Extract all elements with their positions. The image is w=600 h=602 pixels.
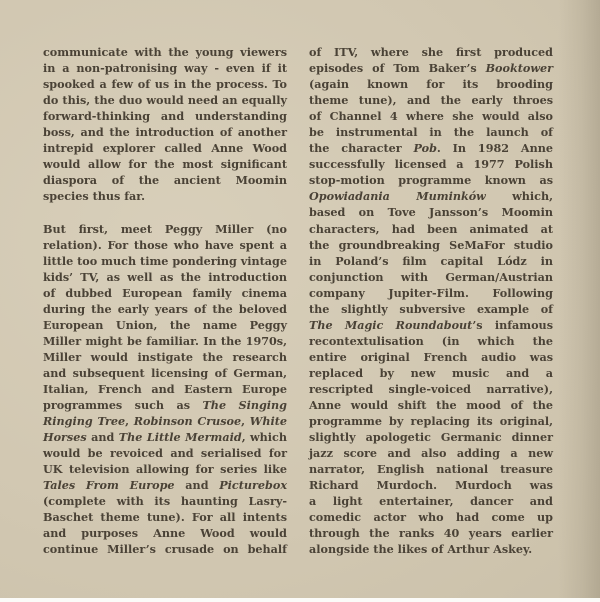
italic-title: The Little Mermaid bbox=[118, 430, 242, 445]
text-run: , bbox=[241, 414, 250, 429]
text-line bbox=[309, 253, 553, 269]
text-line bbox=[43, 156, 287, 172]
text-run: in a non-patronising way - even if it bbox=[43, 61, 287, 76]
text-line bbox=[309, 365, 553, 381]
text-run: the character bbox=[309, 141, 414, 156]
text-run: theme tune), and the early throes bbox=[309, 93, 553, 108]
text-run: alongside the likes of Arthur Askey. bbox=[309, 542, 533, 557]
text-run: would be revoiced and serialised for bbox=[43, 446, 287, 461]
text-run: relation). For those who have spent a bbox=[43, 237, 287, 252]
text-run: . In 1982 Anne bbox=[436, 141, 553, 156]
text-line bbox=[43, 108, 287, 124]
text-line bbox=[43, 429, 287, 445]
italic-title: Pob bbox=[413, 141, 437, 156]
text-run: Richard Murdoch. Murdoch was bbox=[309, 478, 553, 493]
italic-title: The Magic Roundabout bbox=[309, 317, 473, 332]
text-run: spooked a few of us in the process. To bbox=[43, 77, 287, 92]
text-run: jazz score and also adding a new bbox=[309, 446, 553, 461]
text-line bbox=[43, 509, 287, 525]
paragraph-gap bbox=[43, 204, 287, 220]
text-run: based on Tove Jansson’s Moomin bbox=[309, 205, 553, 220]
text-line bbox=[309, 204, 553, 220]
text-run: comedic actor who had come up bbox=[309, 510, 553, 525]
text-line bbox=[43, 188, 287, 204]
italic-title: The Singing bbox=[202, 398, 287, 413]
text-line bbox=[43, 381, 287, 397]
text-line bbox=[43, 349, 287, 365]
text-run: through the ranks 40 years earlier bbox=[309, 526, 553, 541]
text-line bbox=[309, 76, 553, 92]
text-line bbox=[43, 493, 287, 509]
text-run: characters, had been animated at bbox=[309, 221, 553, 236]
text-run: kids’ TV, as well as the introduction bbox=[43, 269, 287, 284]
text-run: Anne would shift the mood of the bbox=[309, 398, 553, 413]
text-line bbox=[43, 269, 287, 285]
text-run: communicate with the young viewers bbox=[43, 45, 287, 59]
text-run: , which bbox=[241, 430, 288, 445]
text-line bbox=[309, 525, 553, 541]
text-line bbox=[309, 60, 553, 76]
italic-title: Picturebox bbox=[219, 478, 288, 493]
italic-title: Opowiadania Muminków bbox=[309, 189, 486, 204]
text-line bbox=[43, 44, 287, 60]
text-run: intrepid explorer called Anne Wood bbox=[43, 141, 287, 156]
text-run: during the early years of the beloved bbox=[43, 301, 287, 316]
text-run: UK television allowing for series like bbox=[43, 462, 287, 477]
text-line bbox=[309, 333, 553, 349]
text-line bbox=[309, 509, 553, 525]
text-line bbox=[309, 124, 553, 140]
text-run: successfully licensed a 1977 Polish bbox=[309, 157, 553, 172]
text-run: (again known for its brooding bbox=[309, 77, 553, 92]
text-line bbox=[309, 92, 553, 108]
text-run: conjunction with German/Austrian bbox=[309, 269, 553, 284]
text-run: boss, and the introduction of another bbox=[43, 125, 287, 140]
text-line bbox=[43, 525, 287, 541]
text-line bbox=[309, 397, 553, 413]
text-run: forward-thinking and understanding bbox=[43, 109, 287, 124]
text-line bbox=[309, 285, 553, 301]
text-run: Miller would instigate the research bbox=[43, 349, 287, 364]
text-run: do this, the duo would need an equally bbox=[43, 93, 287, 108]
text-line bbox=[43, 333, 287, 349]
right-column bbox=[309, 44, 553, 558]
text-line bbox=[43, 461, 287, 477]
text-line bbox=[43, 172, 287, 188]
text-run: slightly apologetic Germanic dinner bbox=[309, 430, 553, 445]
italic-title: Robinson Crusoe bbox=[133, 414, 242, 429]
text-line bbox=[43, 541, 287, 557]
text-run: species thus far. bbox=[43, 189, 146, 204]
paragraph bbox=[309, 44, 553, 558]
text-run: rescripted single-voiced narrative), bbox=[309, 381, 553, 396]
text-line bbox=[43, 76, 287, 92]
text-run: would allow for the most significant bbox=[43, 157, 287, 172]
text-line bbox=[43, 253, 287, 269]
text-line bbox=[43, 413, 287, 429]
text-line bbox=[43, 317, 287, 333]
text-line bbox=[43, 365, 287, 381]
text-line bbox=[309, 44, 553, 60]
text-run: be instrumental in the launch of bbox=[309, 125, 553, 140]
text-run: Miller might be familiar. In the 1970s, bbox=[43, 333, 287, 348]
text-line bbox=[43, 285, 287, 301]
text-run: programme by replacing its original, bbox=[309, 414, 553, 429]
text-run: recontextulisation (in which the bbox=[309, 333, 553, 348]
text-run: and bbox=[174, 478, 220, 493]
text-run: a light entertainer, dancer and bbox=[309, 494, 553, 509]
text-run: diaspora of the ancient Moomin bbox=[43, 173, 287, 188]
text-line bbox=[43, 60, 287, 76]
text-run: , bbox=[125, 414, 134, 429]
text-run: (complete with its haunting Lasry- bbox=[43, 494, 287, 509]
text-run: narrator, English national treasure bbox=[309, 462, 553, 477]
text-run: and bbox=[86, 430, 119, 445]
text-run: continue Miller’s crusade on behalf bbox=[43, 542, 287, 557]
text-line bbox=[309, 269, 553, 285]
text-run: the slightly subversive example of bbox=[309, 301, 553, 316]
text-run: little too much time pondering vintage bbox=[43, 253, 287, 268]
text-line bbox=[309, 172, 553, 188]
text-line bbox=[309, 349, 553, 365]
text-line bbox=[309, 541, 553, 557]
text-line bbox=[309, 237, 553, 253]
text-line bbox=[43, 140, 287, 156]
text-line bbox=[43, 92, 287, 108]
text-line bbox=[309, 301, 553, 317]
text-run: of dubbed European family cinema bbox=[43, 285, 287, 300]
text-line bbox=[309, 221, 553, 237]
text-run: But first, meet Peggy Miller (no bbox=[43, 221, 287, 236]
text-run: programmes such as bbox=[43, 398, 203, 413]
text-line bbox=[309, 140, 553, 156]
text-run: replaced by new music and a bbox=[309, 365, 553, 380]
text-line bbox=[309, 429, 553, 445]
text-line bbox=[309, 317, 553, 333]
text-line bbox=[43, 445, 287, 461]
text-run: and subsequent licensing of German, bbox=[43, 365, 287, 380]
text-run: of Channel 4 where she would also bbox=[309, 109, 553, 124]
text-line bbox=[43, 124, 287, 140]
text-line bbox=[43, 237, 287, 253]
text-run: European Union, the name Peggy bbox=[43, 317, 287, 332]
text-line bbox=[43, 221, 287, 237]
paragraph bbox=[43, 44, 287, 204]
text-line bbox=[309, 461, 553, 477]
text-line bbox=[309, 381, 553, 397]
text-line bbox=[43, 477, 287, 493]
text-line bbox=[309, 477, 553, 493]
text-run: company Jupiter-Film. Following bbox=[309, 285, 553, 300]
text-run: stop-motion programme known as bbox=[309, 173, 553, 188]
text-run: Baschet theme tune). For all intents bbox=[43, 510, 287, 525]
italic-title: Booktower bbox=[485, 61, 553, 76]
text-run: of ITV, where she first produced bbox=[309, 45, 553, 59]
text-line bbox=[309, 445, 553, 461]
text-run: Italian, French and Eastern Europe bbox=[43, 381, 287, 396]
text-run: in Poland’s film capital Lódz in bbox=[309, 253, 553, 268]
italic-title: Tales From Europe bbox=[43, 478, 175, 493]
text-line bbox=[43, 397, 287, 413]
text-run: which, bbox=[485, 189, 553, 204]
paragraph bbox=[43, 221, 287, 558]
text-line bbox=[43, 301, 287, 317]
text-run: ’s infamous bbox=[472, 317, 553, 332]
italic-title: White bbox=[249, 414, 288, 429]
text-run: entire original French audio was bbox=[309, 349, 553, 364]
italic-title: Ringing Tree bbox=[43, 414, 126, 429]
text-line bbox=[309, 156, 553, 172]
text-line bbox=[309, 493, 553, 509]
text-run: episodes of Tom Baker’s bbox=[309, 61, 486, 76]
text-line bbox=[309, 413, 553, 429]
text-run: and purposes Anne Wood would bbox=[43, 526, 287, 541]
left-column bbox=[43, 44, 287, 558]
text-run: the groundbreaking SeMaFor studio bbox=[309, 237, 553, 252]
text-line bbox=[309, 188, 553, 204]
italic-title: Horses bbox=[43, 430, 87, 445]
text-line bbox=[309, 108, 553, 124]
